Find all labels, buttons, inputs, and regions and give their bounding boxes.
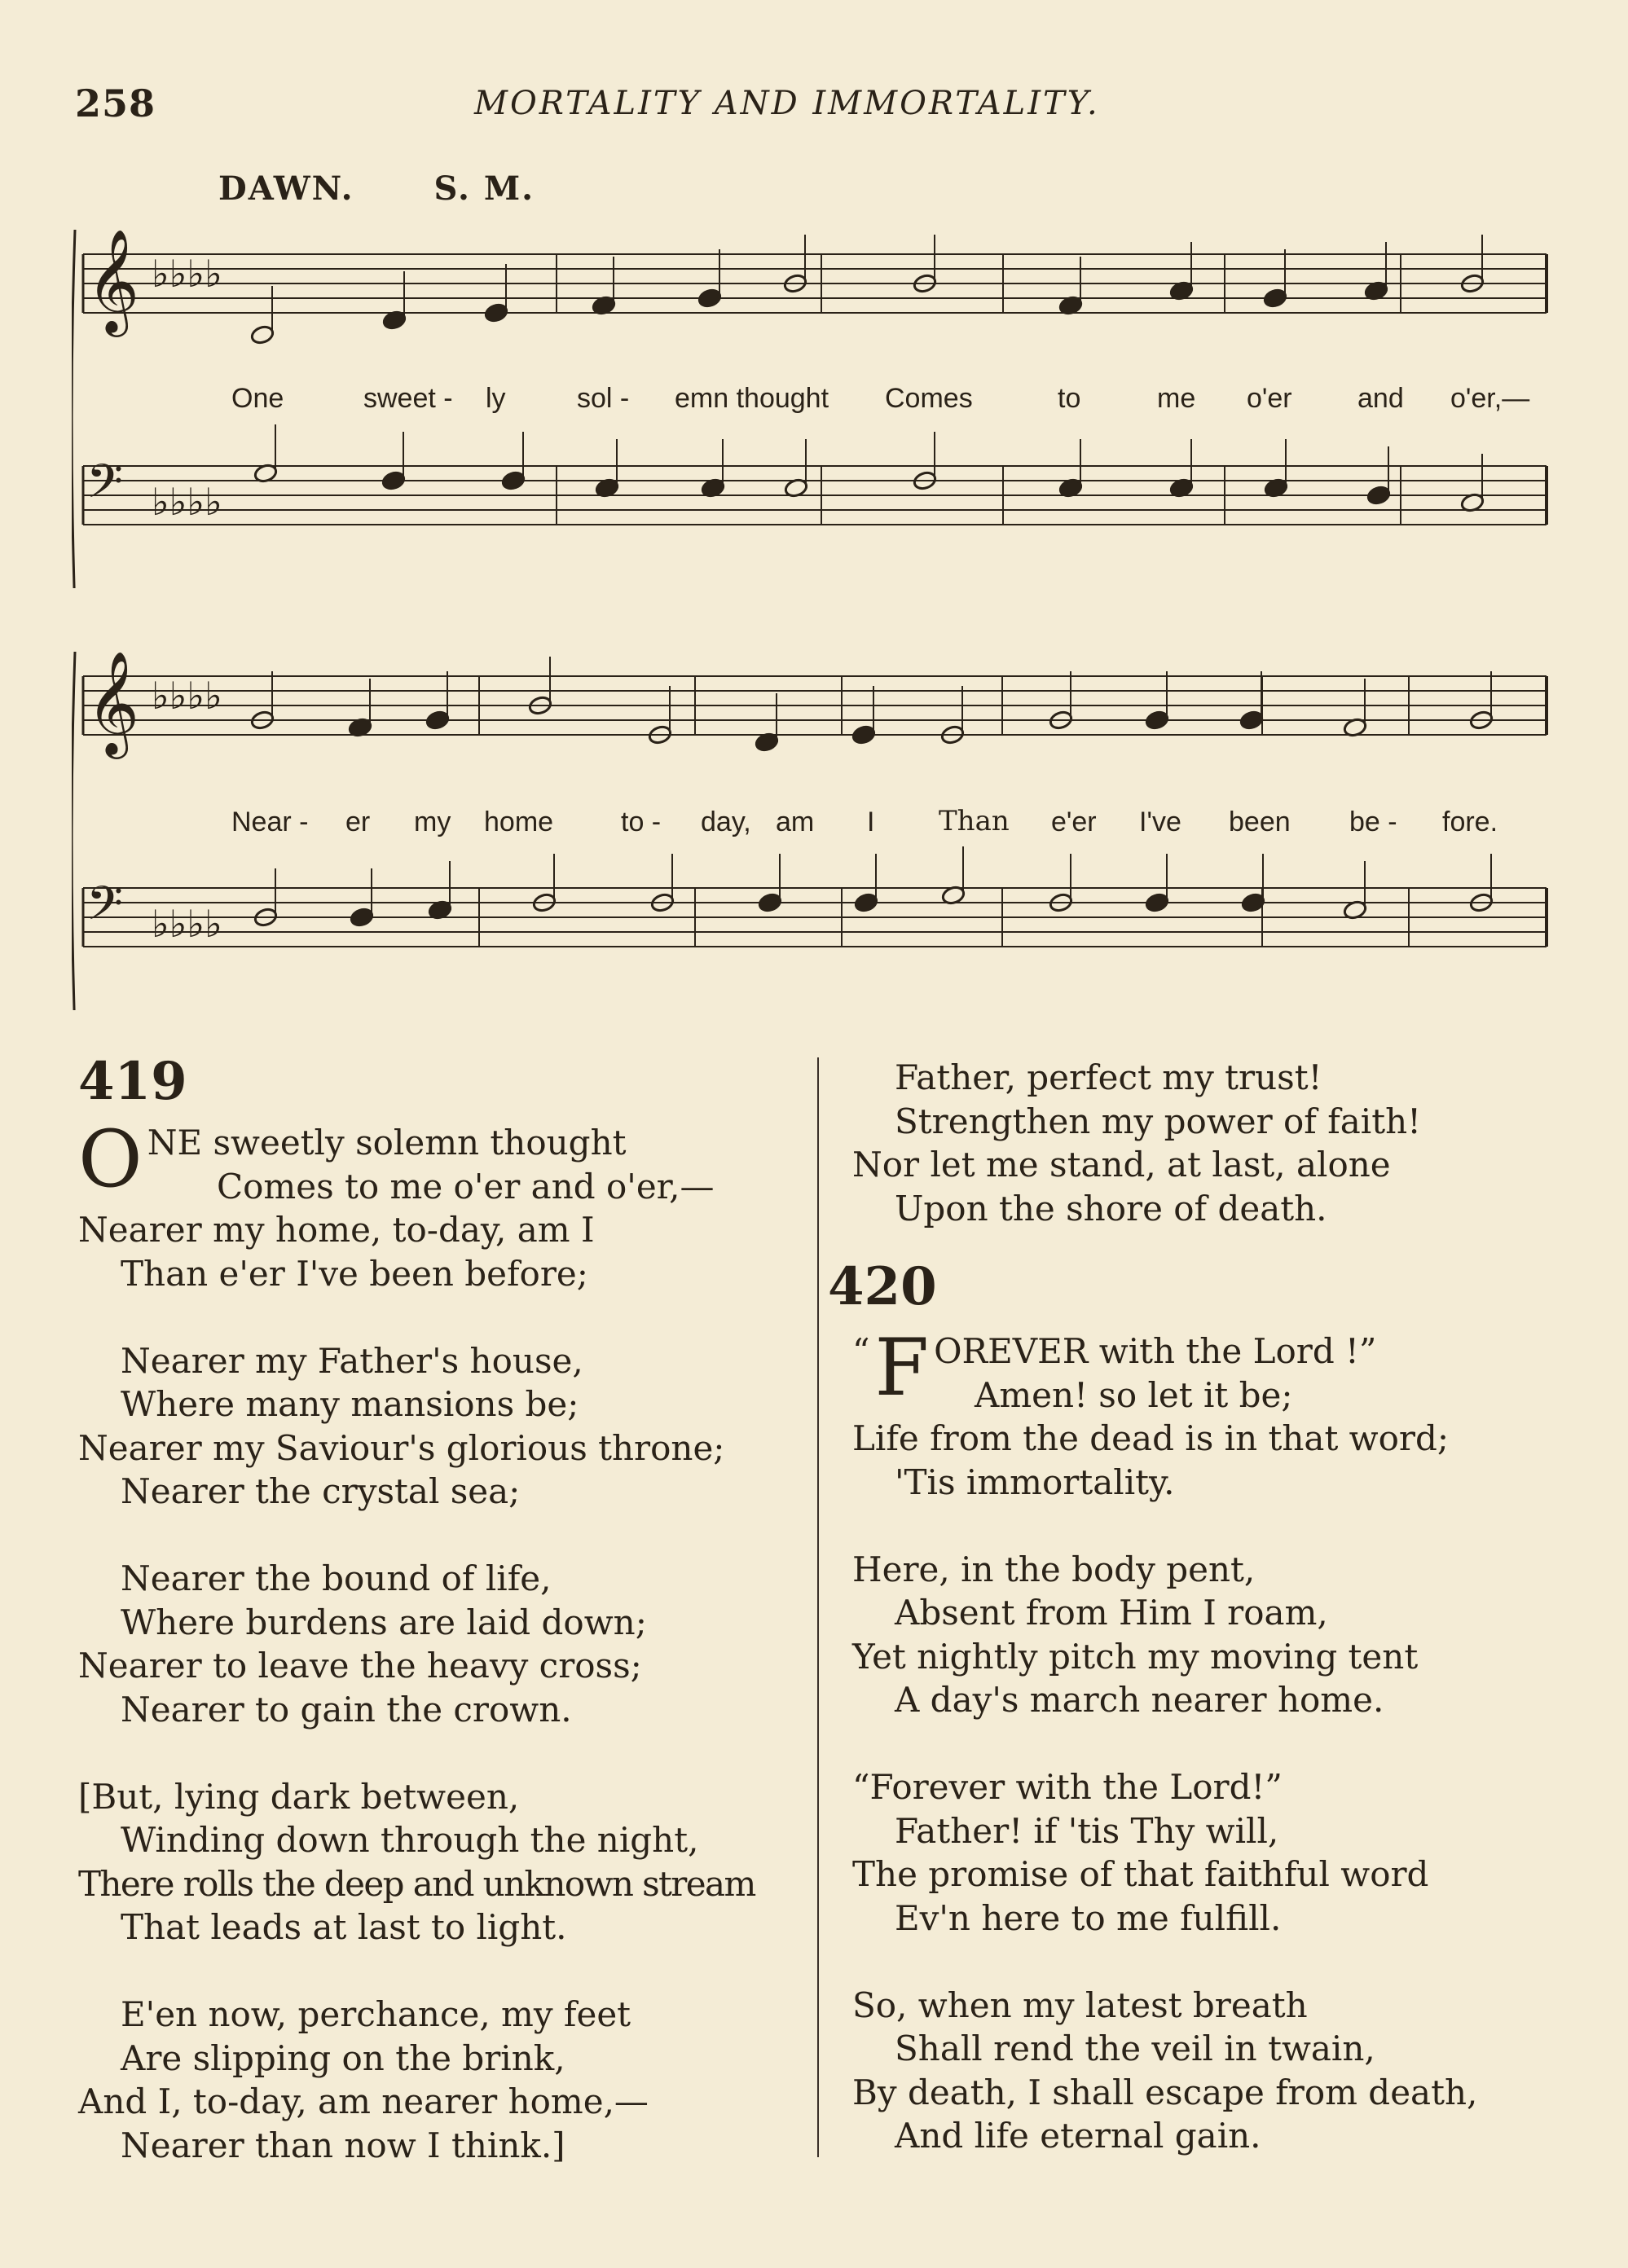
lyric-syllable: fore.	[1442, 807, 1498, 837]
key-signature: ♭♭♭♭	[152, 674, 222, 718]
lyric-syllable: my	[414, 807, 451, 837]
lyric-syllable: sweet -	[363, 383, 453, 414]
hymn-line: 'Tis immortality.	[895, 1461, 1175, 1502]
hymn-line: Upon the shore of death.	[895, 1188, 1327, 1228]
hymn-line: [But, lying dark between,	[78, 1776, 520, 1817]
note-head	[1366, 485, 1392, 506]
lyric-syllable: ly	[486, 383, 506, 414]
note-head	[851, 724, 877, 745]
lyric-syllable: e'er	[1051, 807, 1097, 837]
lyric-syllable: I	[867, 807, 875, 837]
hymn-line: E'en now, perchance, my feet	[121, 1994, 631, 2034]
lyric-syllable: emn thought	[675, 383, 829, 414]
hymn-line: The promise of that faithful word	[852, 1854, 1429, 1894]
open-quote: “	[852, 1331, 870, 1371]
hymn-line: Winding down through the night,	[121, 1820, 699, 1860]
hymn-line: NE sweetly solemn thought	[147, 1123, 627, 1163]
note-head	[854, 892, 879, 913]
hymn-line: Where burdens are laid down;	[121, 1602, 647, 1642]
lyric-syllable: One	[231, 383, 284, 414]
hymn-line: Absent from Him I roam,	[895, 1593, 1328, 1633]
hymn-line: Father! if 'tis Thy will,	[895, 1810, 1279, 1851]
hymn-line: Nearer my Saviour's glorious throne;	[78, 1427, 725, 1468]
note-head	[1145, 710, 1170, 731]
hymn-line: Strengthen my power of faith!	[895, 1101, 1422, 1141]
lyric-syllable: I've	[1139, 807, 1181, 837]
hymn-number: 420	[828, 1256, 937, 1317]
lyric-syllable: sol -	[577, 383, 630, 414]
hymn-line: OREVER with the Lord !”	[934, 1331, 1377, 1371]
note-head	[1263, 288, 1288, 309]
hymn-line: Ev'n here to me fulfill.	[895, 1897, 1282, 1938]
lyric-syllable: to -	[621, 807, 662, 837]
lyric-syllable: Near -	[231, 807, 309, 837]
hymn-line: Shall rend the veil in twain,	[895, 2028, 1375, 2068]
hymn-419-continued	[852, 1056, 1602, 1230]
hymn-line: Nor let me stand, at last, alone	[852, 1145, 1391, 1185]
note-head	[1239, 710, 1265, 731]
tune-meter: S. M.	[433, 169, 535, 208]
hymn-line: By death, I shall escape from death,	[852, 2072, 1478, 2112]
hymn-line: Than e'er I've been before;	[121, 1253, 588, 1294]
hymn-line: Nearer to gain the crown.	[121, 1689, 572, 1730]
key-signature: ♭♭♭♭	[152, 480, 222, 524]
drop-cap: O	[78, 1114, 143, 1205]
note-head	[501, 470, 526, 491]
page-number: 258	[75, 81, 156, 125]
running-title: MORTALITY AND IMMORTALITY.	[474, 85, 1100, 122]
lyric-syllable: Than	[939, 805, 1010, 837]
key-signature: ♭♭♭♭	[152, 252, 222, 296]
hymn-number: 419	[78, 1051, 187, 1112]
tune-title	[218, 169, 601, 208]
hymn-420	[828, 1255, 1602, 2158]
hymn-line: Nearer the crystal sea;	[121, 1471, 521, 1511]
hymn-line: Are slipping on the brink,	[121, 2037, 565, 2078]
lyric-syllable: o'er	[1247, 383, 1292, 414]
hymn-line: Where many mansions be;	[121, 1384, 579, 1424]
bass-clef: 𝄢	[86, 876, 124, 943]
drop-cap: F	[874, 1322, 930, 1413]
note-head	[758, 892, 783, 913]
bass-clef: 𝄢	[86, 454, 124, 521]
lyric-syllable: and	[1357, 383, 1404, 414]
tune-name: DAWN.	[218, 169, 354, 208]
hymn-line: Comes to me o'er and o'er,—	[217, 1166, 715, 1207]
hymn-line: Nearer to leave the heavy cross;	[78, 1646, 642, 1686]
note-head	[425, 710, 451, 731]
lyric-syllable: er	[345, 807, 371, 837]
hymn-line: That leads at last to light.	[121, 1907, 567, 1947]
lyric-syllable: to	[1058, 383, 1081, 414]
hymn-line: A day's march nearer home.	[895, 1680, 1384, 1720]
hymn-line: Here, in the body pent,	[852, 1549, 1256, 1589]
hymn-line: Nearer the bound of life,	[121, 1558, 552, 1598]
hymn-line: There rolls the deep and unknown stream	[78, 1863, 755, 1904]
note-head	[484, 302, 509, 323]
hymn-419	[78, 1049, 812, 2167]
hymn-line: Nearer than now I think.]	[121, 2125, 565, 2165]
hymn-line: Yet nightly pitch my moving tent	[852, 1636, 1419, 1677]
hymn-line: Father, perfect my trust!	[895, 1057, 1322, 1097]
note-head	[350, 907, 375, 928]
hymn-line: Life from the dead is in that word;	[852, 1418, 1450, 1458]
hymn-line: Amen! so let it be;	[975, 1374, 1293, 1415]
treble-clef: 𝄞	[86, 652, 140, 754]
lyric-syllable: be -	[1349, 807, 1397, 837]
hymn-line: Nearer my home, to-day, am I	[78, 1210, 595, 1250]
page-header	[75, 81, 1566, 130]
note-head	[697, 288, 723, 309]
key-signature: ♭♭♭♭	[152, 902, 222, 946]
hymn-line: “Forever with the Lord!”	[852, 1767, 1283, 1807]
note-head	[381, 470, 407, 491]
lyric-syllable: am	[776, 807, 815, 837]
lyric-syllable: Comes	[885, 383, 973, 414]
system-brace	[72, 652, 75, 1010]
note-head	[1145, 892, 1170, 913]
hymn-line: And I, to-day, am nearer home,—	[78, 2081, 649, 2121]
lyric-syllable: day,	[701, 807, 751, 837]
hymn-line: And life eternal gain.	[895, 2116, 1261, 2156]
hymn-line: So, when my latest breath	[852, 1984, 1308, 2025]
hymn-line: Nearer my Father's house,	[121, 1340, 583, 1381]
column-divider	[817, 1057, 819, 2157]
lyric-syllable: me	[1157, 383, 1196, 414]
lyric-syllable: been	[1229, 807, 1291, 837]
lyric-syllable: o'er,—	[1450, 383, 1530, 414]
lyric-syllable: home	[484, 807, 554, 837]
system-brace	[72, 230, 75, 588]
note-head	[250, 324, 275, 345]
treble-clef: 𝄞	[86, 230, 140, 332]
